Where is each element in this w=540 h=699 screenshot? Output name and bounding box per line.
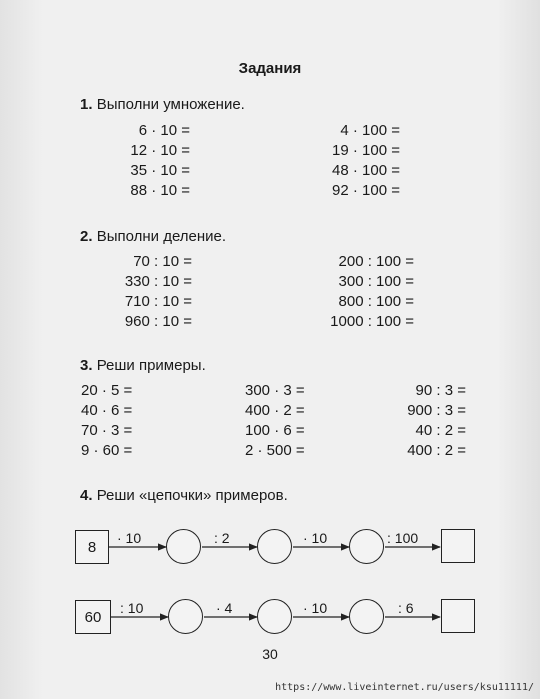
chain-1-op-4: : 100	[387, 530, 419, 546]
chain-1-op-2: : 2	[214, 530, 230, 546]
task-1-left-eq-2: 12 · 10 =	[130, 142, 190, 159]
chain-1-answer-circle-2[interactable]	[257, 529, 292, 564]
chain-1-op-3: · 10	[303, 530, 328, 546]
chain-2-start-box: 60	[75, 600, 111, 634]
task-1-left-eq-1: 6 · 10 =	[138, 122, 190, 139]
task-2-left-eq-4: 960 : 10 =	[124, 313, 192, 330]
task-2-number: 2.	[80, 228, 93, 245]
task-2-right-eq-4: 1000 : 100 =	[330, 313, 414, 330]
task-3-col1-eq-2: 40 · 6 =	[81, 402, 133, 419]
chain-1-answer-circle-1[interactable]	[166, 529, 201, 564]
chain-2-op-2: · 4	[216, 600, 233, 616]
task-2-left-eq-2: 330 : 10 =	[124, 273, 192, 290]
chain-2-answer-circle-1[interactable]	[168, 599, 203, 634]
task-2-left-eq-3: 710 : 10 =	[124, 293, 192, 310]
chain-1-result-box[interactable]	[441, 529, 475, 563]
task-2-left-eq-1: 70 : 10 =	[133, 253, 192, 270]
task-3-col2-eq-2: 400 · 2 =	[245, 402, 305, 419]
task-1-right-eq-1: 4 · 100 =	[340, 122, 400, 139]
task-3-col3-eq-3: 40 : 2 =	[415, 422, 466, 439]
task-3-col2-eq-4: 2 · 500 =	[245, 442, 305, 459]
footer-url: https://www.liveinternet.ru/users/ksu11111/	[275, 682, 534, 693]
task-3-text: Реши примеры.	[96, 357, 206, 374]
task-1-left-eq-3: 35 · 10 =	[130, 162, 190, 179]
task-3-col3-eq-1: 90 : 3 =	[415, 382, 466, 399]
chain-2-answer-circle-3[interactable]	[349, 599, 384, 634]
chain-2-op-4: : 6	[398, 600, 414, 616]
task-4-number: 4.	[80, 487, 93, 504]
task-3-col1-eq-4: 9 · 60 =	[81, 442, 133, 459]
task-4-text: Реши «цепочки» примеров.	[96, 487, 288, 504]
chain-1-op-1: · 10	[117, 530, 142, 546]
page-title: Задания	[238, 60, 302, 77]
task-2-right-eq-2: 300 : 100 =	[338, 273, 414, 290]
chain-2-op-1: : 10	[120, 600, 144, 616]
task-2-text: Выполни деление.	[96, 228, 227, 245]
chain-2-result-box[interactable]	[441, 599, 475, 633]
task-3-col3-eq-4: 400 : 2 =	[407, 442, 466, 459]
task-3-col2-eq-3: 100 · 6 =	[245, 422, 305, 439]
chain-1-start-box: 8	[75, 530, 109, 564]
task-3-col1-eq-1: 20 · 5 =	[81, 382, 133, 399]
task-3-number: 3.	[80, 357, 93, 374]
task-1-number: 1.	[80, 96, 93, 113]
task-1-right-eq-3: 48 · 100 =	[332, 162, 400, 179]
chain-2-answer-circle-2[interactable]	[257, 599, 292, 634]
page-number: 30	[262, 646, 278, 662]
chain-2-op-3: · 10	[303, 600, 328, 616]
task-1-left-eq-4: 88 · 10 =	[130, 182, 190, 199]
task-3-col3-eq-2: 900 : 3 =	[407, 402, 466, 419]
task-1-right-eq-4: 92 · 100 =	[332, 182, 400, 199]
task-1-right-eq-2: 19 · 100 =	[332, 142, 400, 159]
task-1-text: Выполни умножение.	[96, 96, 245, 113]
task-3-col1-eq-3: 70 · 3 =	[81, 422, 133, 439]
chain-1-answer-circle-3[interactable]	[349, 529, 384, 564]
task-2-right-eq-1: 200 : 100 =	[338, 253, 414, 270]
task-3-col2-eq-1: 300 · 3 =	[245, 382, 305, 399]
task-2-right-eq-3: 800 : 100 =	[338, 293, 414, 310]
